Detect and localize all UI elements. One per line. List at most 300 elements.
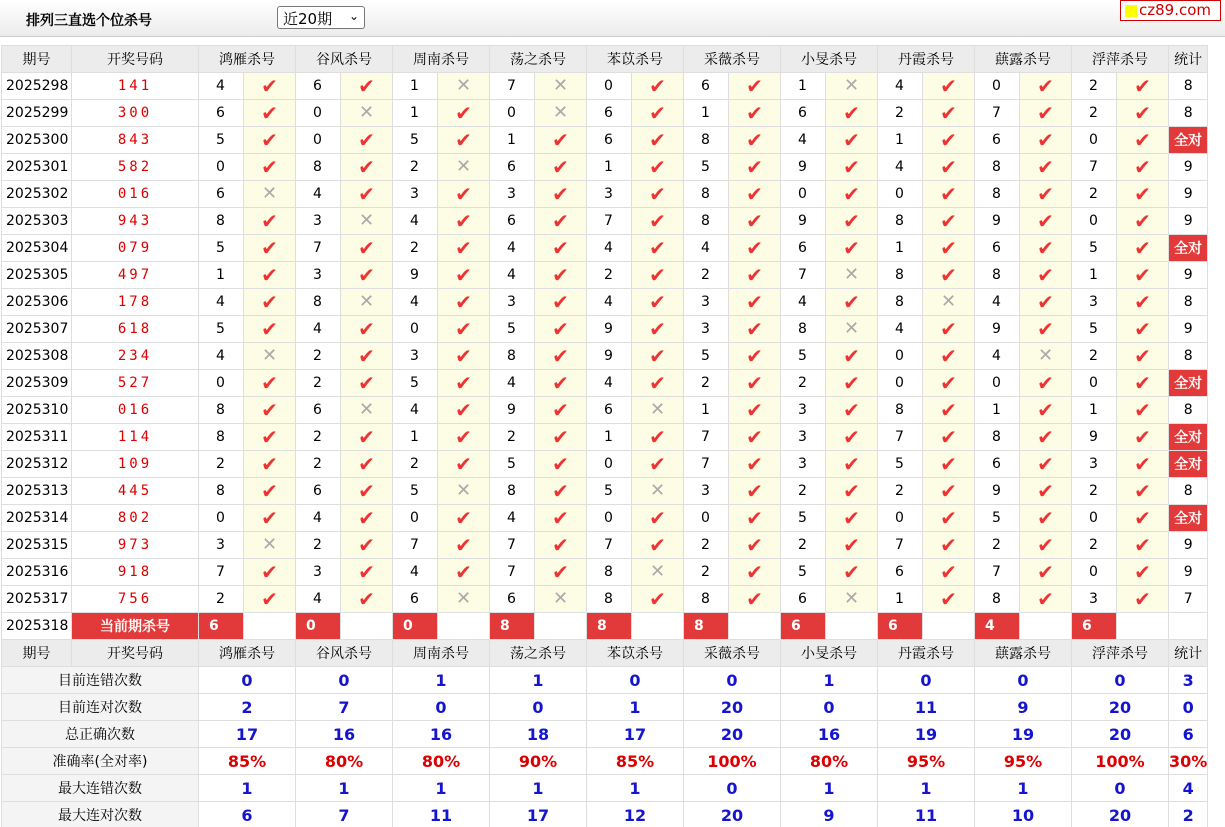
stats-value: 95% bbox=[878, 748, 975, 775]
kill-number: 7 bbox=[684, 451, 729, 478]
header-stat: 统计 bbox=[1169, 46, 1208, 73]
issue-number: 2025303 bbox=[2, 208, 72, 235]
check-icon: ✔ bbox=[940, 343, 957, 368]
check-icon: ✔ bbox=[843, 100, 860, 125]
check-icon: ✔ bbox=[1134, 559, 1151, 584]
kill-number: 2 bbox=[684, 559, 729, 586]
kill-number: 2 bbox=[975, 532, 1020, 559]
stats-label: 总正确次数 bbox=[2, 721, 199, 748]
kill-number: 6 bbox=[781, 586, 826, 613]
check-icon: ✔ bbox=[1134, 208, 1151, 233]
kill-number: 9 bbox=[975, 478, 1020, 505]
current-kill-number: 8 bbox=[684, 613, 729, 640]
row-stat: 9 bbox=[1169, 262, 1208, 289]
check-icon: ✔ bbox=[843, 235, 860, 260]
cross-icon: ✕ bbox=[261, 534, 278, 555]
table-row bbox=[2, 127, 1208, 154]
stats-label: 准确率(全对率) bbox=[2, 748, 199, 775]
check-icon: ✔ bbox=[746, 478, 763, 503]
stats-value: 7 bbox=[296, 694, 393, 721]
check-icon: ✔ bbox=[746, 235, 763, 260]
result-mark bbox=[244, 451, 296, 478]
kill-number: 9 bbox=[393, 262, 438, 289]
stats-total: 6 bbox=[1169, 721, 1208, 748]
kill-number: 5 bbox=[393, 478, 438, 505]
cross-icon: ✕ bbox=[455, 480, 472, 501]
check-icon: ✔ bbox=[455, 451, 472, 476]
kill-number: 2 bbox=[878, 100, 923, 127]
kill-number: 6 bbox=[490, 586, 535, 613]
result-mark bbox=[826, 127, 878, 154]
kill-number: 4 bbox=[587, 289, 632, 316]
result-mark bbox=[1020, 316, 1072, 343]
issue-number: 2025313 bbox=[2, 478, 72, 505]
stats-row bbox=[2, 775, 1208, 802]
check-icon: ✔ bbox=[261, 397, 278, 422]
check-icon: ✔ bbox=[358, 154, 375, 179]
kill-number: 0 bbox=[1072, 127, 1117, 154]
kill-number: 3 bbox=[1072, 586, 1117, 613]
check-icon: ✔ bbox=[455, 127, 472, 152]
header-stat: 统计 bbox=[1169, 640, 1208, 667]
kill-number: 2 bbox=[1072, 343, 1117, 370]
current-kill-number: 8 bbox=[490, 613, 535, 640]
kill-number: 6 bbox=[296, 478, 341, 505]
issue-number: 2025312 bbox=[2, 451, 72, 478]
kill-number: 8 bbox=[878, 289, 923, 316]
kill-number: 5 bbox=[490, 451, 535, 478]
result-mark bbox=[341, 397, 393, 424]
check-icon: ✔ bbox=[358, 127, 375, 152]
result-mark bbox=[244, 343, 296, 370]
kill-number: 5 bbox=[1072, 316, 1117, 343]
kill-number: 6 bbox=[684, 73, 729, 100]
stats-value: 1 bbox=[393, 775, 490, 802]
result-mark bbox=[729, 397, 781, 424]
result-mark bbox=[1117, 208, 1169, 235]
cross-icon: ✕ bbox=[843, 264, 860, 285]
kill-number: 2 bbox=[781, 370, 826, 397]
result-mark bbox=[438, 262, 490, 289]
result-mark bbox=[1020, 424, 1072, 451]
header-expert: 苯苡杀号 bbox=[587, 46, 684, 73]
result-mark bbox=[341, 181, 393, 208]
stats-value: 80% bbox=[296, 748, 393, 775]
result-mark bbox=[244, 559, 296, 586]
result-mark bbox=[826, 397, 878, 424]
check-icon: ✔ bbox=[455, 559, 472, 584]
check-icon: ✔ bbox=[649, 73, 666, 98]
kill-number: 6 bbox=[975, 235, 1020, 262]
kill-number: 8 bbox=[684, 208, 729, 235]
period-select-value: 近20期 bbox=[283, 10, 333, 28]
kill-number: 6 bbox=[199, 181, 244, 208]
check-icon: ✔ bbox=[455, 532, 472, 557]
row-stat: 9 bbox=[1169, 154, 1208, 181]
result-mark bbox=[438, 181, 490, 208]
check-icon: ✔ bbox=[261, 73, 278, 98]
kill-number: 0 bbox=[587, 505, 632, 532]
result-mark bbox=[826, 343, 878, 370]
result-mark bbox=[535, 343, 587, 370]
result-mark bbox=[341, 154, 393, 181]
result-mark bbox=[632, 451, 684, 478]
kill-number: 4 bbox=[490, 262, 535, 289]
stats-value: 6 bbox=[199, 802, 296, 827]
result-mark bbox=[729, 127, 781, 154]
check-icon: ✔ bbox=[358, 532, 375, 557]
kill-number: 4 bbox=[684, 235, 729, 262]
stats-label: 目前连对次数 bbox=[2, 694, 199, 721]
issue-number: 2025300 bbox=[2, 127, 72, 154]
check-icon: ✔ bbox=[1037, 235, 1054, 260]
header-draw: 开奖号码 bbox=[72, 46, 199, 73]
result-mark bbox=[632, 208, 684, 235]
kill-number: 6 bbox=[878, 559, 923, 586]
check-icon: ✔ bbox=[940, 100, 957, 125]
all-correct-badge: 全对 bbox=[1169, 451, 1208, 478]
result-mark bbox=[1117, 532, 1169, 559]
kill-number: 0 bbox=[199, 505, 244, 532]
current-empty-cell bbox=[632, 613, 684, 640]
check-icon: ✔ bbox=[746, 73, 763, 98]
result-mark bbox=[729, 451, 781, 478]
result-mark bbox=[632, 478, 684, 505]
current-kill-number: 8 bbox=[587, 613, 632, 640]
check-icon: ✔ bbox=[1134, 100, 1151, 125]
result-mark bbox=[438, 370, 490, 397]
kill-number: 7 bbox=[878, 532, 923, 559]
kill-number: 3 bbox=[1072, 289, 1117, 316]
draw-number: 943 bbox=[72, 208, 199, 235]
result-mark bbox=[826, 73, 878, 100]
result-mark bbox=[1020, 451, 1072, 478]
result-mark bbox=[729, 424, 781, 451]
check-icon: ✔ bbox=[649, 235, 666, 260]
stats-value: 85% bbox=[199, 748, 296, 775]
check-icon: ✔ bbox=[552, 208, 569, 233]
check-icon: ✔ bbox=[261, 478, 278, 503]
result-mark bbox=[632, 100, 684, 127]
check-icon: ✔ bbox=[1037, 532, 1054, 557]
result-mark bbox=[1117, 73, 1169, 100]
stats-value: 11 bbox=[393, 802, 490, 827]
check-icon: ✔ bbox=[261, 505, 278, 530]
kill-number: 2 bbox=[393, 154, 438, 181]
result-mark bbox=[341, 424, 393, 451]
kill-number: 5 bbox=[490, 316, 535, 343]
check-icon: ✔ bbox=[843, 181, 860, 206]
kill-number: 5 bbox=[781, 505, 826, 532]
cross-icon: ✕ bbox=[649, 480, 666, 501]
result-mark bbox=[244, 154, 296, 181]
issue-number: 2025315 bbox=[2, 532, 72, 559]
stats-value: 1 bbox=[490, 775, 587, 802]
result-mark bbox=[632, 370, 684, 397]
check-icon: ✔ bbox=[1134, 451, 1151, 476]
result-mark bbox=[341, 559, 393, 586]
check-icon: ✔ bbox=[455, 181, 472, 206]
kill-number: 4 bbox=[296, 181, 341, 208]
kill-number: 7 bbox=[296, 235, 341, 262]
kill-number: 7 bbox=[781, 262, 826, 289]
cross-icon: ✕ bbox=[552, 102, 569, 123]
kill-number: 0 bbox=[781, 181, 826, 208]
check-icon: ✔ bbox=[358, 73, 375, 98]
check-icon: ✔ bbox=[843, 343, 860, 368]
check-icon: ✔ bbox=[940, 181, 957, 206]
check-icon: ✔ bbox=[843, 127, 860, 152]
result-mark bbox=[1020, 289, 1072, 316]
result-mark bbox=[632, 586, 684, 613]
kill-number: 4 bbox=[975, 289, 1020, 316]
result-mark bbox=[535, 262, 587, 289]
cross-icon: ✕ bbox=[358, 399, 375, 420]
result-mark bbox=[1117, 505, 1169, 532]
all-correct-badge: 全对 bbox=[1169, 235, 1208, 262]
draw-number: 918 bbox=[72, 559, 199, 586]
result-mark bbox=[535, 532, 587, 559]
result-mark bbox=[729, 100, 781, 127]
current-kill-number: 4 bbox=[975, 613, 1020, 640]
check-icon: ✔ bbox=[261, 127, 278, 152]
kill-number: 6 bbox=[975, 127, 1020, 154]
check-icon: ✔ bbox=[649, 316, 666, 341]
result-mark bbox=[535, 586, 587, 613]
draw-number: 114 bbox=[72, 424, 199, 451]
kill-number: 7 bbox=[199, 559, 244, 586]
result-mark bbox=[826, 505, 878, 532]
current-empty-cell bbox=[244, 613, 296, 640]
result-mark bbox=[923, 532, 975, 559]
result-mark bbox=[632, 559, 684, 586]
kill-number: 7 bbox=[1072, 154, 1117, 181]
draw-number: 016 bbox=[72, 181, 199, 208]
table-row bbox=[2, 181, 1208, 208]
check-icon: ✔ bbox=[358, 559, 375, 584]
result-mark bbox=[535, 235, 587, 262]
table-row bbox=[2, 208, 1208, 235]
kill-number: 0 bbox=[587, 73, 632, 100]
kill-number: 6 bbox=[296, 73, 341, 100]
table-row bbox=[2, 289, 1208, 316]
issue-number: 2025299 bbox=[2, 100, 72, 127]
kill-number: 1 bbox=[1072, 262, 1117, 289]
issue-number: 2025301 bbox=[2, 154, 72, 181]
kill-number: 0 bbox=[296, 127, 341, 154]
row-stat: 8 bbox=[1169, 397, 1208, 424]
check-icon: ✔ bbox=[1037, 316, 1054, 341]
kill-number: 6 bbox=[781, 100, 826, 127]
stats-value: 19 bbox=[878, 721, 975, 748]
check-icon: ✔ bbox=[552, 235, 569, 260]
result-mark bbox=[632, 73, 684, 100]
result-mark bbox=[923, 343, 975, 370]
check-icon: ✔ bbox=[261, 262, 278, 287]
result-mark bbox=[1020, 127, 1072, 154]
result-mark bbox=[826, 478, 878, 505]
result-mark bbox=[1117, 370, 1169, 397]
stats-value: 1 bbox=[587, 694, 684, 721]
current-empty-cell bbox=[923, 613, 975, 640]
check-icon: ✔ bbox=[843, 208, 860, 233]
result-mark bbox=[826, 181, 878, 208]
kill-number: 9 bbox=[587, 343, 632, 370]
stats-label: 最大连对次数 bbox=[2, 802, 199, 827]
result-mark bbox=[729, 370, 781, 397]
result-mark bbox=[923, 235, 975, 262]
current-kill-number: 6 bbox=[781, 613, 826, 640]
kill-number: 5 bbox=[587, 478, 632, 505]
check-icon: ✔ bbox=[1134, 343, 1151, 368]
result-mark bbox=[923, 208, 975, 235]
check-icon: ✔ bbox=[746, 559, 763, 584]
header-draw: 开奖号码 bbox=[72, 640, 199, 667]
table-row bbox=[2, 559, 1208, 586]
kill-number: 2 bbox=[781, 478, 826, 505]
current-kill-number: 0 bbox=[393, 613, 438, 640]
result-mark bbox=[341, 478, 393, 505]
kill-number: 4 bbox=[490, 235, 535, 262]
stats-row bbox=[2, 748, 1208, 775]
result-mark bbox=[1020, 370, 1072, 397]
result-mark bbox=[438, 208, 490, 235]
result-mark bbox=[632, 127, 684, 154]
period-select[interactable] bbox=[277, 6, 365, 29]
stats-value: 1 bbox=[393, 667, 490, 694]
check-icon: ✔ bbox=[940, 505, 957, 530]
check-icon: ✔ bbox=[1134, 370, 1151, 395]
result-mark bbox=[341, 262, 393, 289]
kill-number: 2 bbox=[296, 424, 341, 451]
stats-value: 12 bbox=[587, 802, 684, 827]
stats-value: 1 bbox=[781, 667, 878, 694]
check-icon: ✔ bbox=[843, 397, 860, 422]
kill-number: 6 bbox=[975, 451, 1020, 478]
check-icon: ✔ bbox=[455, 289, 472, 314]
result-mark bbox=[632, 343, 684, 370]
check-icon: ✔ bbox=[455, 316, 472, 341]
result-mark bbox=[535, 478, 587, 505]
result-mark bbox=[244, 127, 296, 154]
kill-number: 2 bbox=[199, 586, 244, 613]
check-icon: ✔ bbox=[1037, 451, 1054, 476]
check-icon: ✔ bbox=[552, 181, 569, 206]
check-icon: ✔ bbox=[261, 289, 278, 314]
result-mark bbox=[1117, 397, 1169, 424]
check-icon: ✔ bbox=[1037, 154, 1054, 179]
header-expert: 蕻露杀号 bbox=[975, 640, 1072, 667]
kill-number: 7 bbox=[393, 532, 438, 559]
result-mark bbox=[826, 262, 878, 289]
kill-number: 4 bbox=[296, 586, 341, 613]
check-icon: ✔ bbox=[455, 262, 472, 287]
check-icon: ✔ bbox=[1037, 397, 1054, 422]
kill-number: 2 bbox=[587, 262, 632, 289]
stats-value: 90% bbox=[490, 748, 587, 775]
result-mark bbox=[632, 154, 684, 181]
draw-number: 843 bbox=[72, 127, 199, 154]
kill-number: 3 bbox=[199, 532, 244, 559]
stats-value: 80% bbox=[781, 748, 878, 775]
result-mark bbox=[535, 73, 587, 100]
stats-row bbox=[2, 667, 1208, 694]
table-row bbox=[2, 586, 1208, 613]
stats-total: 2 bbox=[1169, 802, 1208, 827]
kill-number: 3 bbox=[296, 262, 341, 289]
result-mark bbox=[438, 478, 490, 505]
header-expert: 小旻杀号 bbox=[781, 640, 878, 667]
result-mark bbox=[438, 289, 490, 316]
check-icon: ✔ bbox=[940, 451, 957, 476]
result-mark bbox=[438, 532, 490, 559]
kill-number: 4 bbox=[878, 316, 923, 343]
site-logo[interactable] bbox=[1120, 0, 1221, 21]
stats-value: 0 bbox=[199, 667, 296, 694]
current-empty-cell bbox=[438, 613, 490, 640]
result-mark bbox=[923, 478, 975, 505]
check-icon: ✔ bbox=[552, 154, 569, 179]
check-icon: ✔ bbox=[1037, 289, 1054, 314]
result-mark bbox=[1020, 505, 1072, 532]
table-row bbox=[2, 478, 1208, 505]
kill-number: 4 bbox=[490, 370, 535, 397]
check-icon: ✔ bbox=[649, 451, 666, 476]
result-mark bbox=[535, 370, 587, 397]
current-row bbox=[2, 613, 1208, 640]
kill-number-table bbox=[1, 45, 1208, 827]
check-icon: ✔ bbox=[649, 289, 666, 314]
row-stat: 9 bbox=[1169, 532, 1208, 559]
kill-number: 2 bbox=[684, 370, 729, 397]
kill-number: 0 bbox=[1072, 370, 1117, 397]
stats-value: 16 bbox=[393, 721, 490, 748]
kill-number: 5 bbox=[1072, 235, 1117, 262]
kill-number: 1 bbox=[490, 127, 535, 154]
result-mark bbox=[438, 586, 490, 613]
result-mark bbox=[923, 73, 975, 100]
check-icon: ✔ bbox=[649, 262, 666, 287]
kill-number: 4 bbox=[878, 73, 923, 100]
kill-number: 2 bbox=[1072, 532, 1117, 559]
result-mark bbox=[535, 127, 587, 154]
result-mark bbox=[1020, 181, 1072, 208]
kill-number: 0 bbox=[393, 505, 438, 532]
kill-number: 6 bbox=[587, 127, 632, 154]
check-icon: ✔ bbox=[358, 424, 375, 449]
check-icon: ✔ bbox=[552, 505, 569, 530]
result-mark bbox=[438, 451, 490, 478]
header-expert: 丹霞杀号 bbox=[878, 46, 975, 73]
check-icon: ✔ bbox=[455, 208, 472, 233]
check-icon: ✔ bbox=[1134, 316, 1151, 341]
check-icon: ✔ bbox=[1134, 586, 1151, 611]
result-mark bbox=[729, 73, 781, 100]
result-mark bbox=[826, 586, 878, 613]
kill-number: 4 bbox=[587, 370, 632, 397]
kill-number: 8 bbox=[199, 397, 244, 424]
check-icon: ✔ bbox=[552, 127, 569, 152]
check-icon: ✔ bbox=[358, 370, 375, 395]
current-kill-number: 6 bbox=[199, 613, 244, 640]
draw-number: 618 bbox=[72, 316, 199, 343]
header-expert: 谷风杀号 bbox=[296, 46, 393, 73]
stats-value: 17 bbox=[490, 802, 587, 827]
check-icon: ✔ bbox=[649, 370, 666, 395]
result-mark bbox=[244, 586, 296, 613]
result-mark bbox=[244, 235, 296, 262]
check-icon: ✔ bbox=[261, 586, 278, 611]
